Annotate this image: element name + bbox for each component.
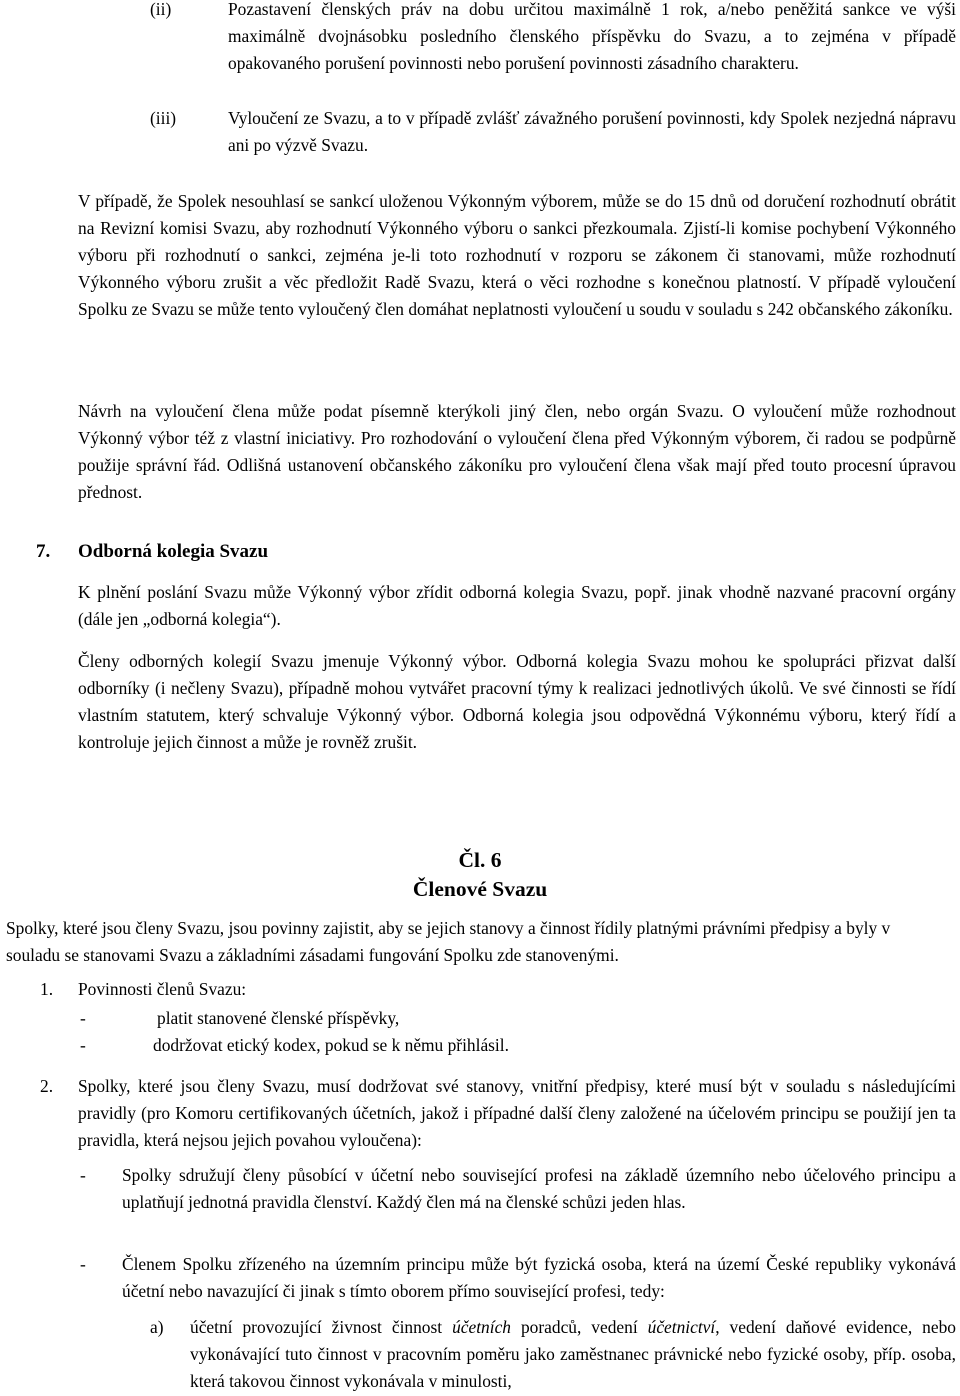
item-text-ii: Pozastavení členských práv na dobu určitou maximálně 1 rok, a/nebo peněžitá sankce ve výši maximálně dvojnásobku posledního členského příspěvku do Svazu, a to zejména v případě opakovaného porušení povinnosti nebo porušení povinnosti zásadního charakteru. [228, 0, 956, 73]
sub-item-a-marker: a) [150, 1317, 164, 1337]
sub-item-a-text [190, 1314, 956, 1395]
list-1-heading: Povinnosti členů Svazu: [78, 979, 247, 999]
section-7-title: Odborná kolegia Svazu [78, 541, 269, 562]
list-2-text: Spolky, které jsou členy Svazu, musí dodržovat své stanovy, vnitřní předpisy, které musí být v souladu s následujícími pravidly (pro Komoru certifikovaných účetních, jakož i případné další členy založené na účelovém principu se použijí jen ta pravidla, která nejsou jejich povahou vyloučena): [78, 1076, 956, 1150]
item-marker-iii: (iii) [150, 108, 177, 128]
paragraph-expulsion-proposal: Návrh na vyloučení člena může podat písemně kterýkoli jiný člen, nebo orgán Svazu. O vyloučení může rozhodnout Výkonný výbor též z vlastní iniciativy. Pro rozhodování o vyloučení člena před Výkonným výborem, či radou se podpůrně použije správní řád. Odlišná ustanovení občanského zákoníku pro vyloučení člena však mají před touto procesní úpravou přednost. [78, 401, 956, 502]
paragraph-sanction-appeal: V případě, že Spolek nesouhlasí se sankcí uloženou Výkonným výborem, může se do 15 dnů od doručení rozhodnutí obrátit na Revizní komisi Svazu, aby rozhodnutí Výkonného výboru o sankci přezkoumala. Zjistí-li komise pochybení Výkonného výboru při rozhodnutí o sankci, zejména je-li toto rozhodnutí v rozporu se zákonem či stanovami, může rozhodnutí Výkonného výboru zrušit a věc předložit Radě Svazu, která o věci rozhodne s konečnou platností. V případě vyloučení Spolku ze Svazu se může tento vyloučený člen domáhat neplatnosti vyloučení u soudu v souladu s 242 občanského zákoníku. [78, 191, 956, 319]
article-number: Čl. 6 [458, 848, 502, 872]
sub-item-a-emphasis-2: účetnictví [647, 1317, 716, 1337]
list-2-bullet-dash: - [80, 1254, 86, 1274]
sub-item-a-part-2: poradců, vedení [520, 1317, 638, 1337]
list-2-number: 2. [40, 1076, 54, 1096]
item-text-iii: Vyloučení ze Svazu, a to v případě zvlášť závažného porušení povinnosti, kdy Spolek nezjedná nápravu ani po výzvě Svazu. [228, 108, 956, 155]
section-7-paragraph-1: K plnění poslání Svazu může Výkonný výbor zřídit odborná kolegia Svazu, popř. jinak vhodně nazvané pracovní orgány (dále jen „odborná kolegia“). [78, 582, 956, 629]
list-1-bullet-dash: - [80, 1035, 86, 1055]
sub-item-a-emphasis-1: účetních [452, 1317, 511, 1337]
item-marker-ii: (ii) [150, 0, 172, 19]
sub-item-a-part-3: , vedení daňové evidence, nebo vykonávající tuto činnost v pracovním poměru jako zaměstnanec právnické nebo fyzické osoby, příp. osoba, která takovou činnost vykonávala v minulosti, [190, 1317, 956, 1391]
article-title: Členové Svazu [412, 877, 548, 901]
list-1-bullet-2: dodržovat etický kodex, pokud se k němu přihlásil. [153, 1035, 509, 1055]
list-1-bullet-dash: - [80, 1008, 86, 1028]
article-intro: Spolky, které jsou členy Svazu, jsou povinny zajistit, aby se jejich stanovy a činnost řídily platnými právními předpisy a byly v souladu se stanovami Svazu a základními zásadami fungování Spolku zde stanovenými. [6, 918, 891, 965]
list-1-bullet-1: platit stanovené členské příspěvky, [157, 1008, 400, 1028]
sub-item-a-part-1: účetní provozující živnost činnost [190, 1317, 443, 1337]
list-1-number: 1. [40, 979, 54, 999]
section-7-number: 7. [36, 541, 51, 562]
list-2-bullet-2: Členem Spolku zřízeného na územním principu může být fyzická osoba, která na území České republiky vykonává účetní nebo navazující či jinak s tímto oborem přímo související profesi, tedy: [122, 1254, 956, 1301]
list-2-bullet-dash: - [80, 1165, 86, 1185]
section-7-paragraph-2: Členy odborných kolegií Svazu jmenuje Výkonný výbor. Odborná kolegia Svazu mohou ke spolupráci přizvat další odborníky (i nečleny Svazu), případně mohou vytvářet pracovní týmy k realizaci jednotlivých úkolů. Ve své činnosti se řídí vlastním statutem, který schvaluje Výkonný výbor. Odborná kolegia jsou odpovědná Výkonnému výboru, který řídí a kontroluje jejich činnost a může je rovněž zrušit. [78, 651, 956, 752]
list-2-bullet-1: Spolky sdružují členy působící v účetní nebo související profesi na základě územního nebo účelového principu a uplatňují jednotná pravidla členství. Každý člen má na členské schůzi jeden hlas. [122, 1165, 956, 1212]
